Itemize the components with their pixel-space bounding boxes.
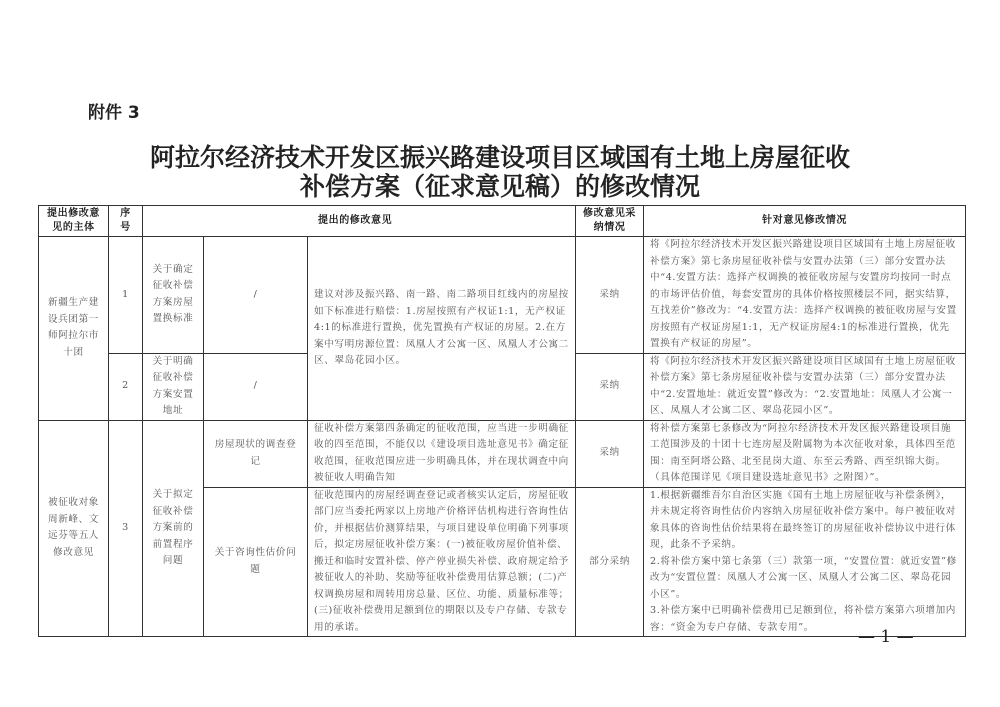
revision-item: 3.补偿方案中已明确补偿费用已足额到位，将补偿方案第六项增加内容：“资金为专户存储、专款专用”。 [650, 605, 957, 633]
number-cell: 1 [109, 237, 143, 354]
opinion-cell: 征收补偿方案第四条确定的征收范围，应当进一步明确征收的四至范围，不能仅以《建设项目选址意见书》确定征收范围，征收范围应进一步明确具体，并在现状调查中向被征收人明确告知 [308, 420, 576, 487]
revision-cell: 将《阿拉尔经济技术开发区振兴路建设项目区域国有土地上房屋征收补偿方案》第七条房屋征收补偿与安置办法第（三）部分安置办法中“4.安置方法：选择产权调换的被征收房屋与安置房均按同一时点的市场评估价值，每套安置房的具体价格按照楼层不同，据实结算，互找差价”修改为：“4.安置方法：选择产权调换的被征收房屋与安置房按照有产权证房屋1:1，无产权证房屋4:1的标准进行置换，优先置换有产权证的房屋”。 [644, 237, 966, 354]
subtopic-cell: / [204, 353, 308, 420]
attachment-label: 附件 3 [88, 103, 140, 123]
opinion-cell: 建议对涉及振兴路、南一路、南二路项目红线内的房屋按如下标准进行赔偿：1.房屋按照有产权证1:1，无产权证4:1的标准进行置换，优先置换有产权证的房屋。2.在方案中写明房源位置：凤凰人才公寓一区、凤凰人才公寓二区、翠岛花园小区。 [308, 237, 576, 421]
revision-item: 2.将补偿方案中第七条第（三）款第一项，“安置位置：就近安置”修改为“安置位置：凤凰人才公寓一区、凤凰人才公寓二区、翠岛花园小区”。 [650, 555, 957, 600]
table-header-row [39, 206, 966, 237]
topic-cell: 关于明确征收补偿方案安置地址 [143, 353, 204, 420]
subtopic-cell: 关于咨询性估价问题 [204, 487, 308, 637]
subject-cell: 新疆生产建设兵团第一师阿拉尔市十团 [39, 237, 109, 421]
revision-cell [644, 487, 966, 637]
revision-cell: 将补偿方案第七条修改为“阿拉尔经济技术开发区振兴路建设项目施工范围涉及的十团十七连房屋及附属物为本次征收对象，具体四至范围：南至阿塔公路、北至昆岗大道、东至云秀路、西至织锦大街。（具体范围详见《项目建设选址意见书》之附图）”。 [644, 420, 966, 487]
revision-table [38, 205, 966, 637]
revision-item: 1.根据新疆维吾尔自治区实施《国有土地上房屋征收与补偿条例》，并未规定将咨询性估价内容纳入房屋征收补偿方案中。每户被征收对象具体的咨询性估价结果将在最终签订的房屋征收补偿协议中进行体现，此条不予采纳。 [650, 489, 956, 550]
table-row [39, 420, 966, 487]
adoption-cell: 采纳 [576, 237, 644, 354]
header-opinion: 提出的修改意见 [143, 206, 576, 237]
topic-cell: 关于确定征收补偿方案房屋置换标准 [143, 237, 204, 354]
page-number: — 1 — [858, 627, 914, 647]
number-cell: 2 [109, 353, 143, 420]
subtopic-cell: 房屋现状的调查登记 [204, 420, 308, 487]
adoption-cell: 采纳 [576, 420, 644, 487]
table-row [39, 237, 966, 354]
number-cell: 3 [109, 420, 143, 637]
document-title-line1: 阿拉尔经济技术开发区振兴路建设项目区域国有土地上房屋征收 [149, 143, 850, 172]
revision-cell: 将《阿拉尔经济技术开发区振兴路建设项目区域国有土地上房屋征收补偿方案》第七条房屋征收补偿与安置办法第（三）部分安置办法中“2.安置地址：就近安置”修改为：“2.安置地址：凤凰人才公寓一区、凤凰人才公寓二区、翠岛花园小区”。 [644, 353, 966, 420]
header-subject: 提出修改意见的主体 [39, 206, 109, 237]
header-number: 序号 [109, 206, 143, 237]
subtopic-cell: / [204, 237, 308, 354]
document-title-line2: 补偿方案（征求意见稿）的修改情况 [299, 172, 700, 201]
topic-cell: 关于拟定征收补偿方案前的前置程序问题 [143, 420, 204, 637]
opinion-cell: 征收范围内的房屋经调查登记或者核实认定后，房屋征收部门应当委托两家以上房地产价格评估机构进行咨询性估价，并根据估价测算结果，与项目建设单位明确下列事项后，拟定房屋征收补偿方案：(一)被征收房屋价值补偿、搬迁和临时安置补偿、停产停业损失补偿、政府规定给予被征收人的补助、奖励等征收补偿费用估算总额；(二)产权调换房屋和周转用房总量、区位、功能、质量标准等；(三)征收补偿费用足额到位的期限以及专户存储、专款专用的承诺。 [308, 487, 576, 637]
subject-cell: 被征收对象周新峰、文远芬等五人修改意见 [39, 420, 109, 637]
adoption-cell: 采纳 [576, 353, 644, 420]
adoption-cell: 部分采纳 [576, 487, 644, 637]
header-revision: 针对意见修改情况 [644, 206, 966, 237]
header-adoption: 修改意见采纳情况 [576, 206, 644, 237]
